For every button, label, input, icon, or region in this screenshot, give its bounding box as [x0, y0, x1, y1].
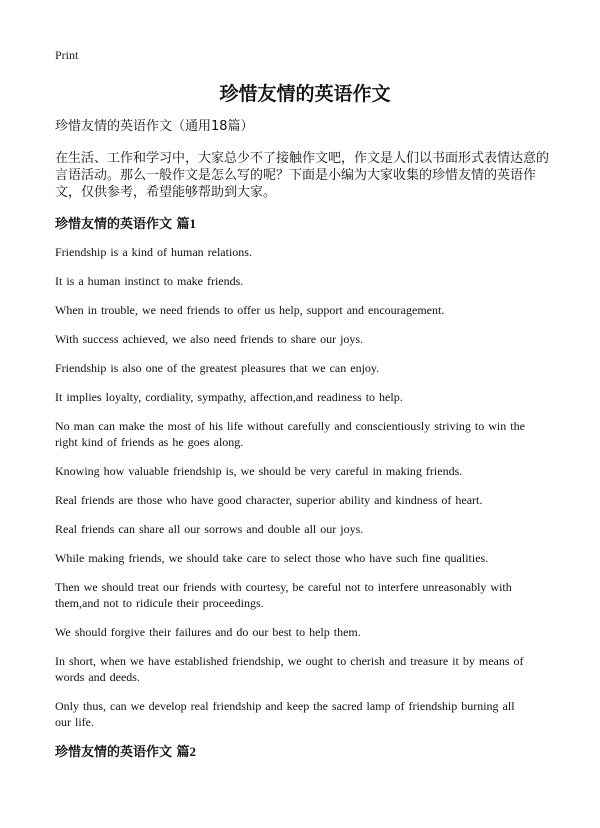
paragraph: Knowing how valuable friendship is, we should be very careful in making friends. — [55, 464, 463, 478]
paragraph: It is a human instinct to make friends. — [55, 274, 244, 288]
document-page — [55, 48, 555, 772]
paragraph: While making friends, we should take care to select those who have such fine qualities. — [55, 551, 489, 565]
document-subtitle: 珍惜友情的英语作文（通用18篇） — [55, 119, 254, 134]
paragraph: It implies loyalty, cordiality, sympathy, affection,and readiness to help. — [55, 390, 403, 404]
section-heading — [55, 743, 555, 762]
section-heading-number: 篇2 — [176, 744, 197, 759]
intro-paragraph: 在生活、工作和学习中，大家总少不了接触作文吧，作文是人们以书面形式表情达意的言语活动。那么一般作文是怎么写的呢？下面是小编为大家收集的珍惜友情的英语作文，仅供参考，希望能够帮助到大家。 — [55, 151, 550, 200]
print-link[interactable]: Print — [55, 48, 79, 62]
section-1 — [55, 215, 555, 730]
section-2 — [55, 743, 555, 762]
paragraph: Friendship is also one of the greatest pleasures that we can enjoy. — [55, 361, 380, 375]
paragraph: No man can make the most of his life without carefully and conscientiously striving to win the right kind of friends as he goes along. — [55, 419, 525, 449]
section-heading — [55, 215, 555, 234]
paragraph: With success achieved, we also need friends to share our joys. — [55, 332, 364, 346]
paragraph: Then we should treat our friends with courtesy, be careful not to interfere unreasonably with them,and not to ridicule their proceedings. — [55, 580, 512, 610]
paragraph: In short, when we have established friendship, we ought to cherish and treasure it by means of words and deeds. — [55, 654, 524, 684]
paragraph: Real friends are those who have good character, superior ability and kindness of heart. — [55, 493, 483, 507]
section-heading-number: 篇1 — [176, 216, 197, 231]
page-title: 珍惜友情的英语作文 — [219, 83, 391, 105]
paragraph: Real friends can share all our sorrows and double all our joys. — [55, 522, 364, 536]
section-heading-text: 珍惜友情的英语作文 — [55, 745, 177, 760]
paragraph: Only thus, can we develop real friendship and keep the sacred lamp of friendship burning all our life. — [55, 699, 515, 729]
paragraph: When in trouble, we need friends to offer us help, support and encouragement. — [55, 303, 445, 317]
paragraph: Friendship is a kind of human relations. — [55, 245, 252, 259]
paragraph: We should forgive their failures and do our best to help them. — [55, 625, 361, 639]
section-heading-text: 珍惜友情的英语作文 — [55, 217, 177, 232]
